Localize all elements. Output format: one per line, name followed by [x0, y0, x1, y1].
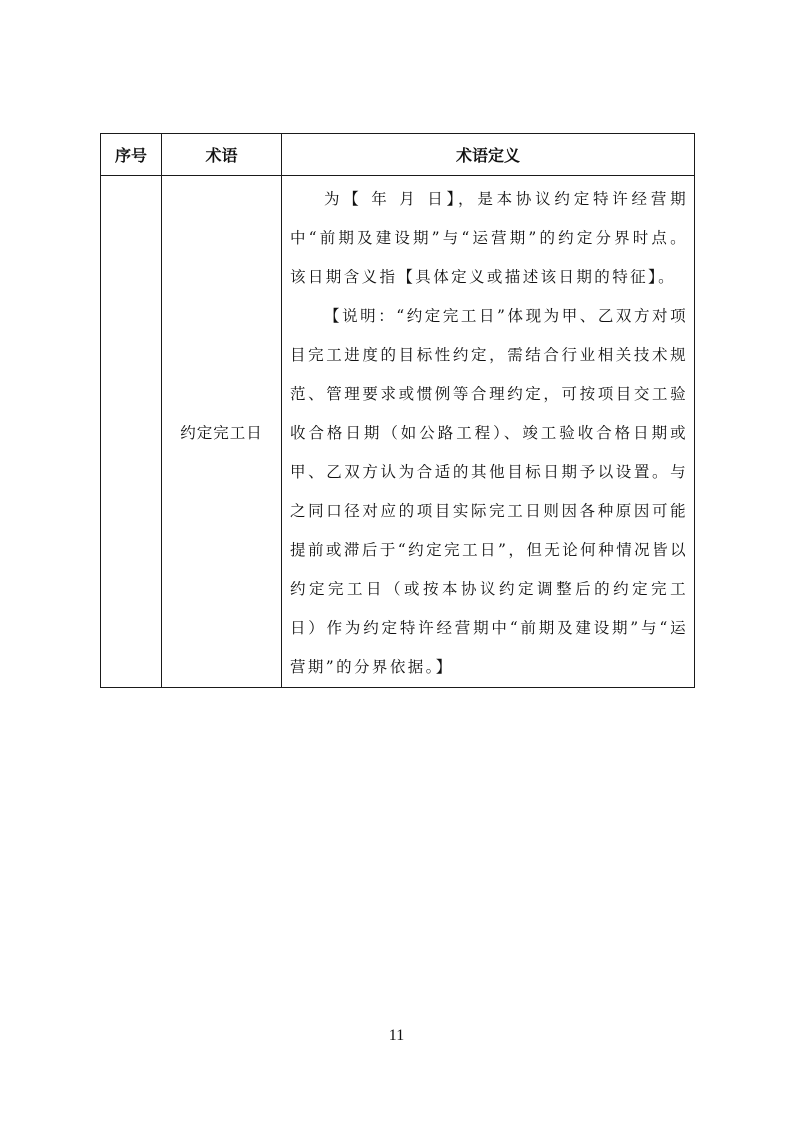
term-cell: 约定完工日: [162, 176, 282, 688]
serial-number-cell: [101, 176, 162, 688]
header-term-definition: 术语定义: [282, 134, 695, 176]
explanation-paragraph: 【说明：“约定完工日”体现为甲、乙双方对项目完工进度的目标性约定，需结合行业相关技术规范、管理要求或惯例等合理约定，可按项目交工验收合格日期（如公路工程）、竣工验收合格日期或甲、乙双方认为合适的其他目标日期予以设置。与之同口径对应的项目实际完工日则因各种原因可能提前或滞后于“约定完工日”，但无论何种情况皆以约定完工日（或按本协议约定调整后的约定完工日）作为约定特许经营期中“前期及建设期”与“运营期”的分界依据。】: [290, 307, 688, 676]
table-row: [101, 176, 695, 688]
definition-paragraph: 为【 年 月 日】，是本协议约定特许经营期中“前期及建设期”与“运营期”的约定分界时点。该日期含义指【具体定义或描述该日期的特征】。: [290, 190, 688, 286]
terms-definition-table: [100, 133, 695, 688]
page-number: 11: [388, 1027, 405, 1044]
header-serial-number: 序号: [101, 134, 162, 176]
header-term: 术语: [162, 134, 282, 176]
definition-cell: [282, 176, 695, 688]
table-header-row: [101, 134, 695, 176]
